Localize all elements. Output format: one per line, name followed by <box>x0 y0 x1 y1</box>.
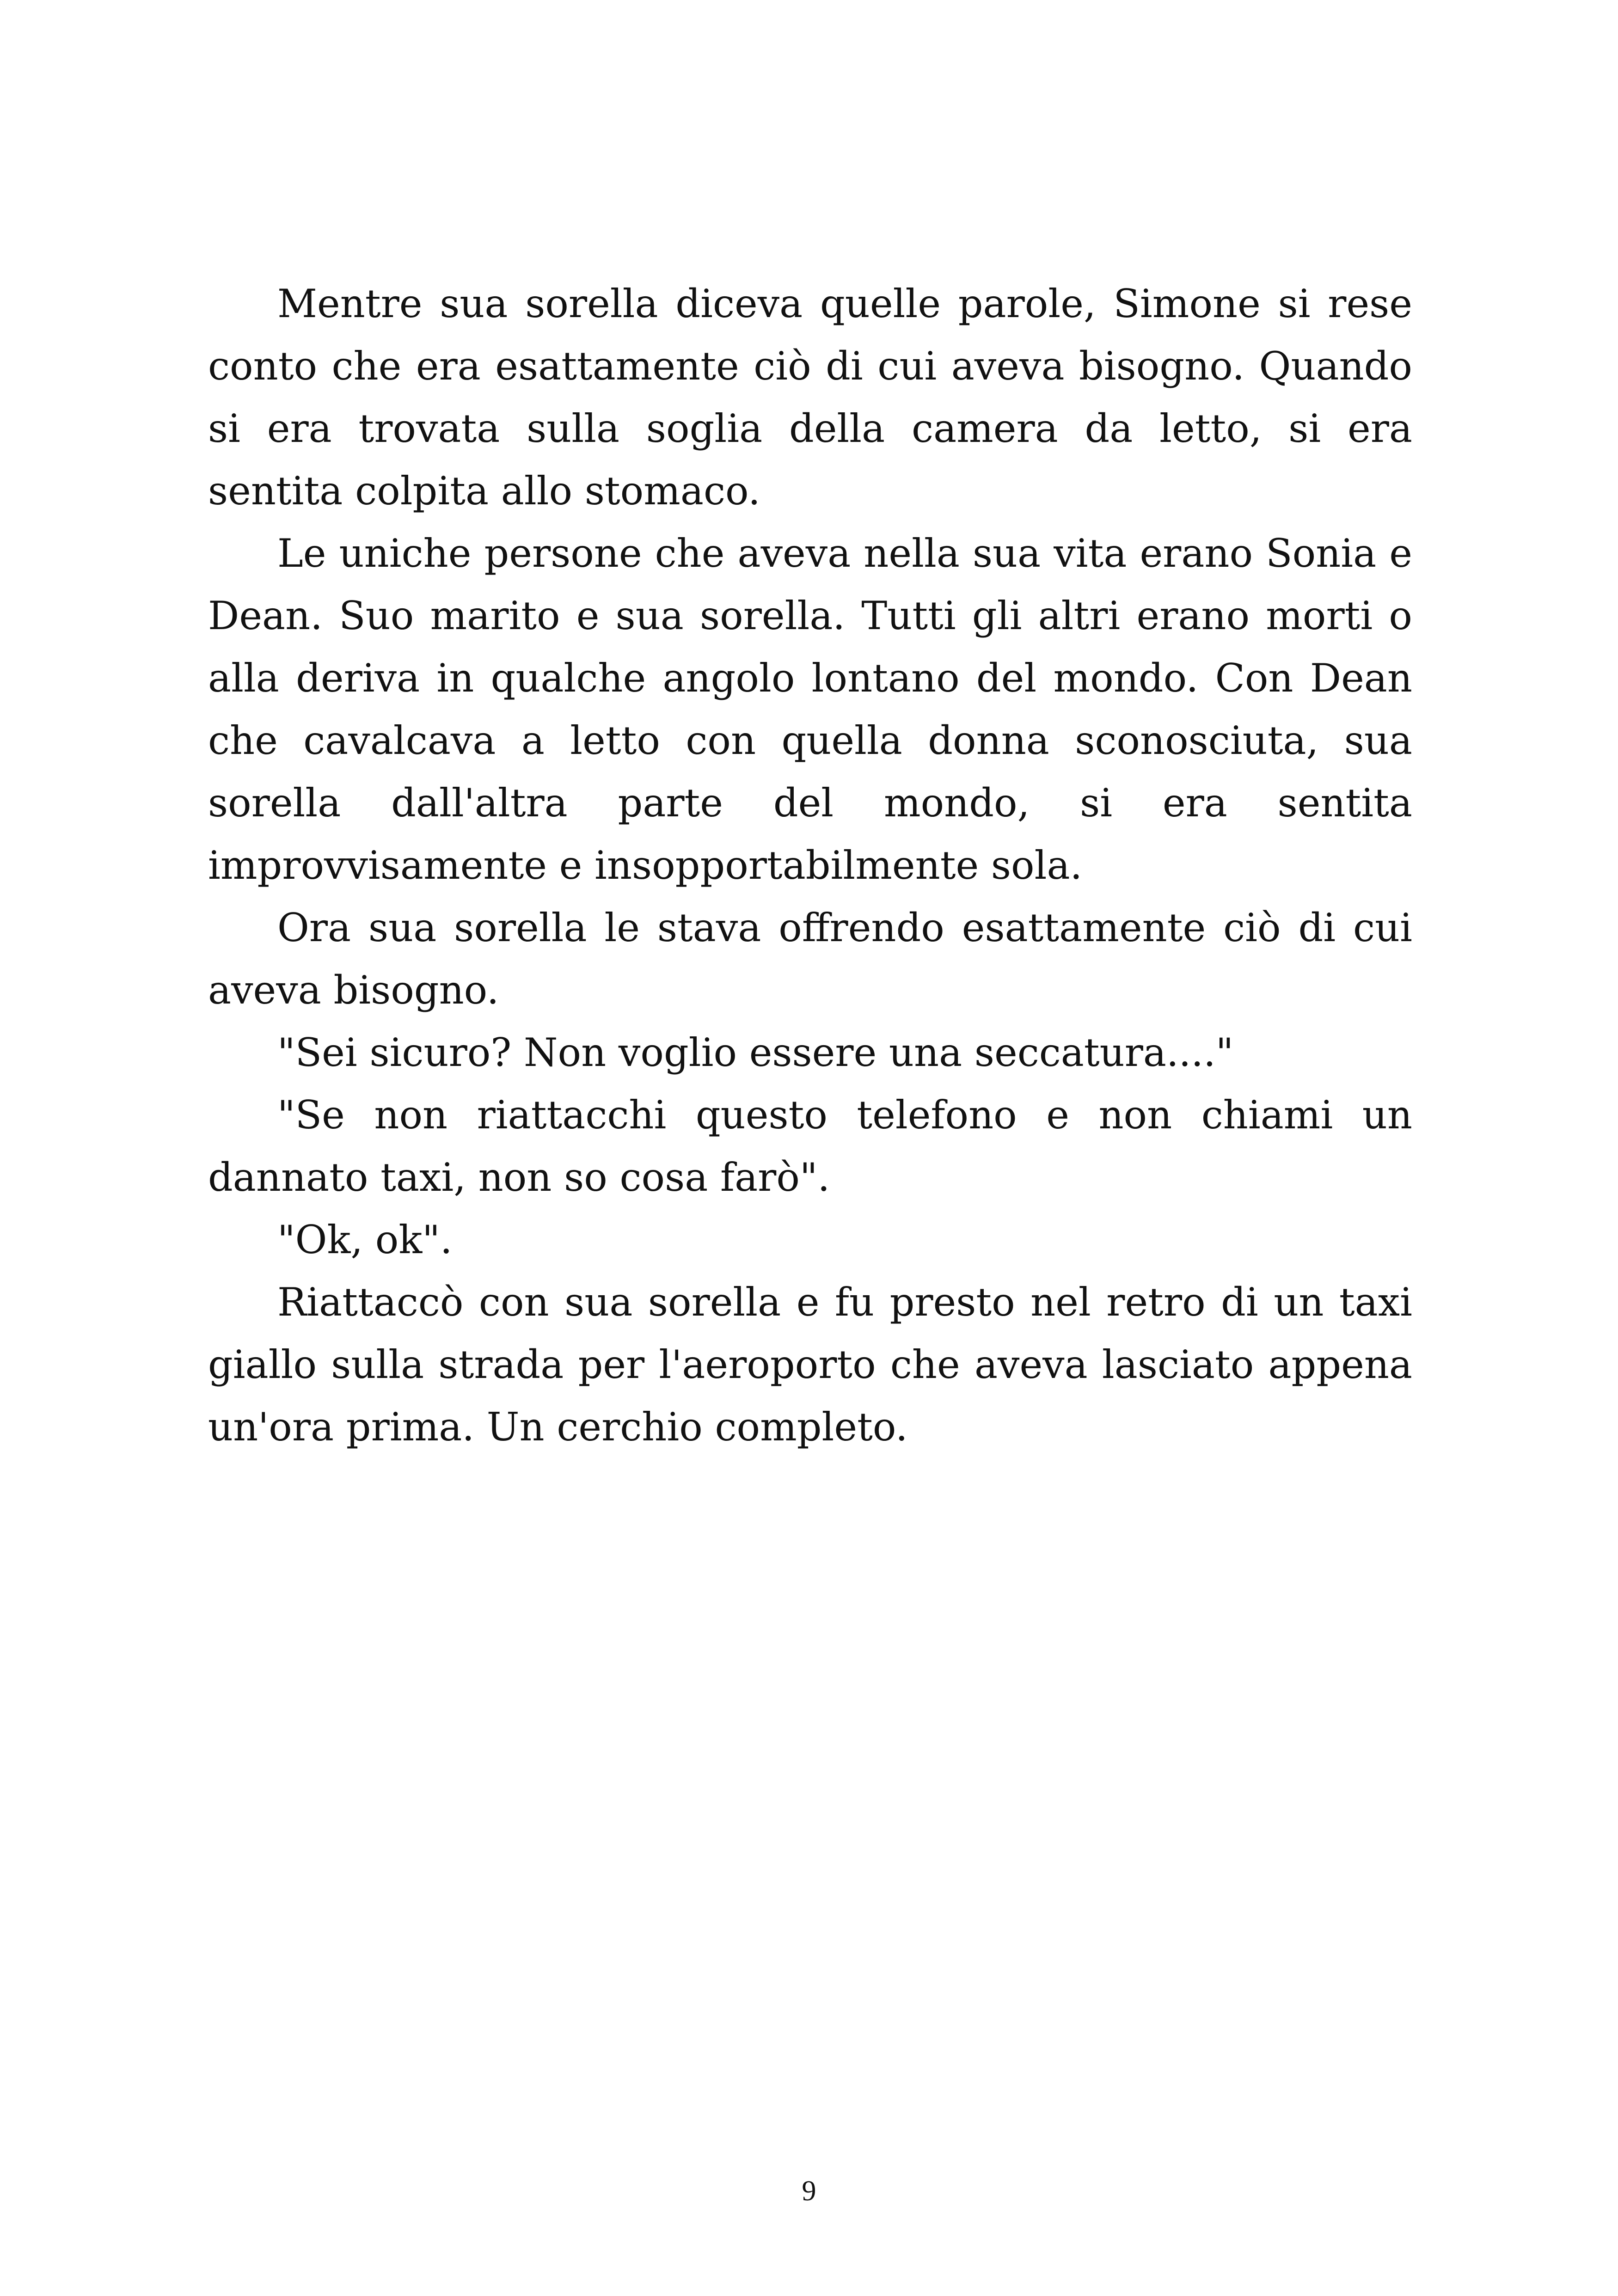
paragraph: Riattaccò con sua sorella e fu presto nel retro di un taxi giallo sulla strada per l'aeroporto che aveva lasciato appena un'ora prima. Un cerchio completo. <box>208 1280 1412 1450</box>
body-text <box>208 273 1412 1458</box>
paragraph: Mentre sua sorella diceva quelle parole, Simone si rese conto che era esattamente ciò di cui aveva bisogno. Quando si era trovata sulla soglia della camera da letto, si era sentita colpita allo stomaco. <box>208 281 1412 514</box>
dialogue-line: "Se non riattacchi questo telefono e non chiami un dannato taxi, non so cosa farò". <box>208 1092 1412 1200</box>
dialogue-line: "Sei sicuro? Non voglio essere una seccatura...." <box>277 1030 1234 1075</box>
paragraph: Ora sua sorella le stava offrendo esattamente ciò di cui aveva bisogno. <box>208 905 1412 1013</box>
dialogue-line: "Ok, ok". <box>277 1217 453 1262</box>
paragraph: Le uniche persone che aveva nella sua vita erano Sonia e Dean. Suo marito e sua sorella. Tutti gli altri erano morti o alla deriva in qualche angolo lontano del mondo. Con Dean che cavalcava a letto con quella donna sconosciuta, sua sorella dall'altra parte del mondo, si era sentita improvvisamente e insopportabilmente sola. <box>208 531 1412 888</box>
page-number: 9 <box>802 2175 816 2207</box>
